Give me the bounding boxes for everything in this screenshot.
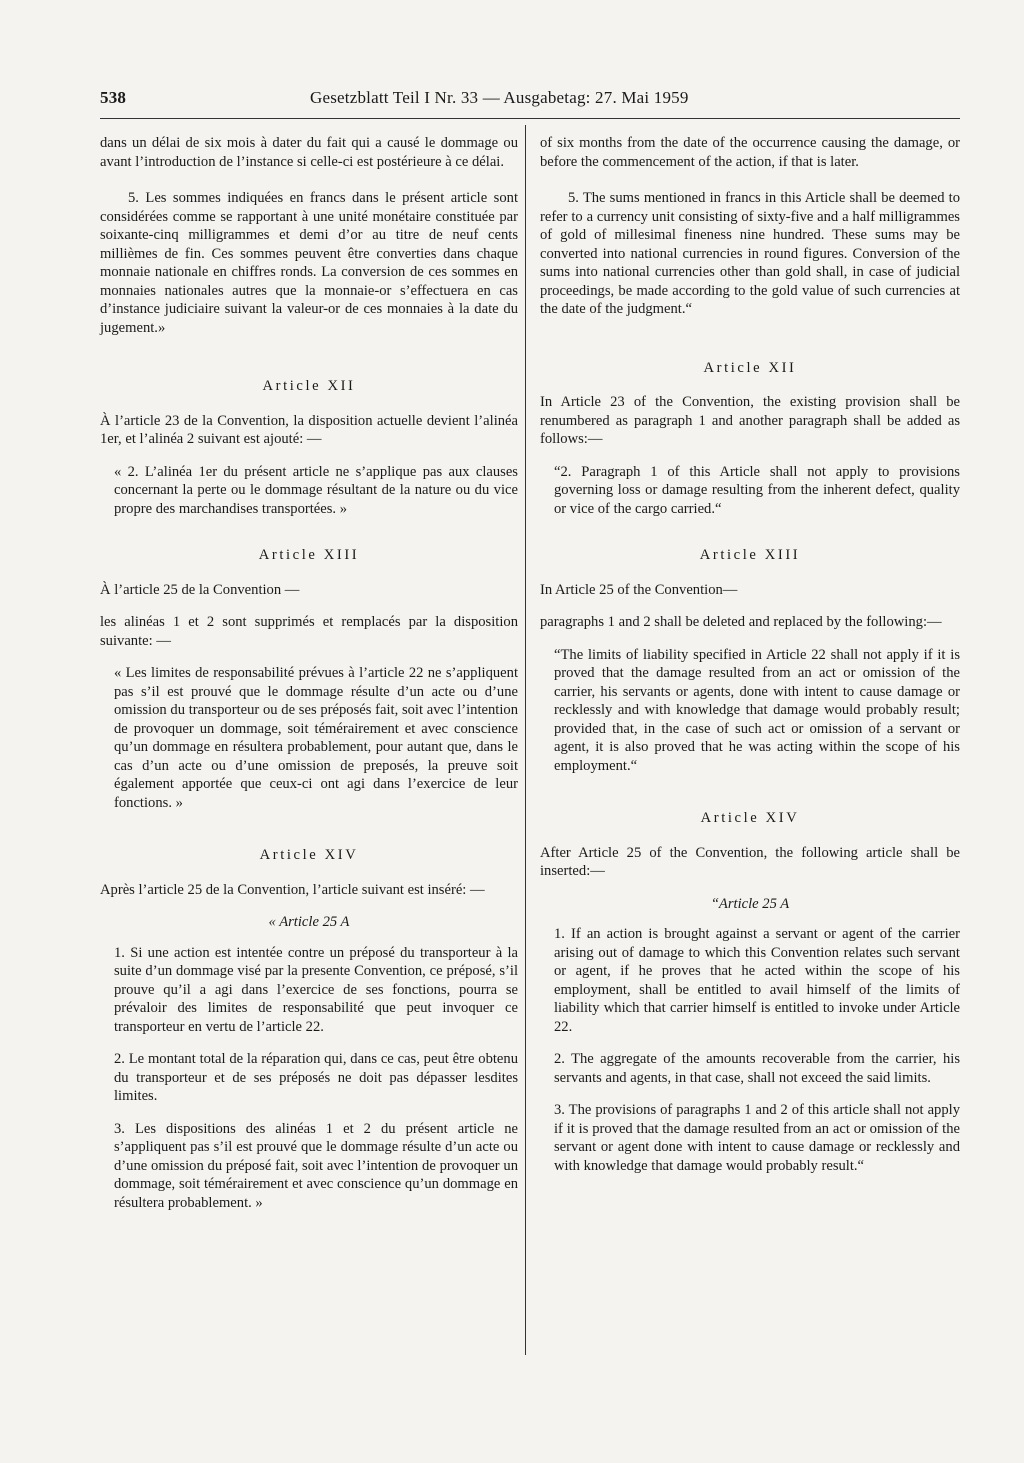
column-divider	[525, 125, 526, 1355]
article-25a-paragraph-1: 1. Si une action est intentée contre un préposé du transporteur à la suite d’un dommage visé par la presente Convention, ce préposé, s’il prouve qu’il a agi dans l’exercice de ses fonctions, pourra se prévaloir des limites de responsabilité que peut invoquer ce transporteur en vertu de l’article 22.	[114, 944, 518, 1035]
english-column	[540, 134, 960, 1189]
article-25a-heading: « Article 25 A	[268, 914, 350, 930]
article-xiii-line: paragraphs 1 and 2 shall be deleted and replaced by the following:—	[540, 614, 942, 630]
article-xii-heading: Article XII	[262, 378, 356, 394]
article-xiii-line: les alinéas 1 et 2 sont supprimés et remplacés par la disposition suivante: —	[100, 614, 518, 649]
article-xii-intro: À l’article 23 de la Convention, la disposition actuelle devient l’alinéa 1er, et l’alinéa 2 suivant est ajouté: —	[100, 412, 518, 447]
french-column	[100, 134, 518, 1226]
paragraph-continuation: of six months from the date of the occurrence causing the damage, or before the commencement of the action, if that is later.	[540, 135, 960, 170]
article-xiii-intro: In Article 25 of the Convention—	[540, 581, 738, 598]
article-xii-quote: “2. Paragraph 1 of this Article shall not apply to provisions governing loss or damage resulting from the inherent defect, quality or vice of the cargo carried.“	[554, 463, 960, 517]
header-rule	[100, 118, 960, 119]
article-25a-heading: “Article 25 A	[710, 895, 790, 912]
article-xii-intro: In Article 23 of the Convention, the existing provision shall be renumbered as paragraph 1 and another paragraph shall be added as follows:—	[540, 394, 960, 447]
article-xiv-heading: Article XIV	[700, 810, 800, 826]
article-25a-paragraph-1: 1. If an action is brought against a servant or agent of the carrier arising out of damage to which this Convention relates such servant or agent, if he proves that he acted within the scope of his employment, shall be entitled to avail himself of the limits of liability which that carrier himself is entitled to invoke under Article 22.	[554, 926, 960, 1035]
article-xiii-intro: À l’article 25 de la Convention —	[100, 581, 300, 598]
article-xiii-heading: Article XIII	[258, 547, 360, 563]
article-25a-paragraph-3: 3. Les dispositions des alinéas 1 et 2 du présent article ne s’appliquent pas s’il est prouvé que le dommage résulte d’un acte ou d’une omission du préposé fait, soit avec l’intention de provoquer un dommage, soit témérairement et avec conscience qu’un dommage en résultera probablement. »	[114, 1120, 518, 1211]
article-25a-paragraph-2: 2. The aggregate of the amounts recoverable from the carrier, his servants and agents, in that case, shall not exceed the said limits.	[554, 1051, 960, 1086]
page-title: Gesetzblatt Teil I Nr. 33 — Ausgabetag: 27. Mai 1959	[310, 88, 689, 107]
page-number: 538	[100, 88, 127, 107]
article-xiv-intro: Après l’article 25 de la Convention, l’article suivant est inséré: —	[100, 881, 485, 898]
article-25a-paragraph-3: 3. The provisions of paragraphs 1 and 2 of this article shall not apply if it is proved that the damage resulted from an act or omission of the servant or agent done with intent to cause damage or recklessly and with knowledge that damage would probably result.“	[554, 1102, 960, 1174]
article-xiii-quote: “The limits of liability specified in Article 22 shall not apply if it is proved that the damage resulted from an act or omission of the carrier, his servants or agents, done with intent to cause damage or recklessly and with knowledge that damage would probably result; provided that, in the case of such act or omission of a servant or agent, it is also proved that he was acting within the scope of his employment.“	[554, 646, 960, 774]
article-xiv-heading: Article XIV	[259, 847, 359, 863]
paragraph-5: 5. Les sommes indiquées en francs dans le présent article sont considérées comme se rapportant à une unité monétaire constituée par soixante-cinq milligrammes et demi d’or au titre de neuf cents millièmes de fin. Ces sommes peuvent être converties dans chaque monnaie nationale en chiffres ronds. La conversion de ces sommes en monnaies nationales autres que la monnaie-or s’effectuera en cas d’instance judiciaire suivant la valeur-or de ces monnaies à la date du jugement.»	[100, 190, 518, 336]
paragraph-continuation: dans un délai de six mois à dater du fait qui a causé le dommage ou avant l’introduction de l’instance si celle-ci est postérieure à ce délai.	[100, 135, 518, 170]
article-25a-paragraph-2: 2. Le montant total de la réparation qui, dans ce cas, peut être obtenu du transporteur et de ses préposés ne doit pas dépasser lesdites limites.	[114, 1051, 518, 1104]
paragraph-5: 5. The sums mentioned in francs in this Article shall be deemed to refer to a currency unit consisting of sixty-five and a half milligrammes of gold of millesimal fineness nine hundred. These sums may be converted into national currencies in round figures. Conversion of the sums into national currencies other than gold shall, in case of judicial proceedings, be made according to the gold value of such currencies at the date of the judgment.“	[540, 190, 960, 317]
article-xii-heading: Article XII	[703, 359, 797, 376]
article-xii-quote: « 2. L’alinéa 1er du présent article ne s’applique pas aux clauses concernant la perte ou le dommage résultant de la nature ou du vice propre des marchandises transportées. »	[114, 463, 518, 517]
article-xiii-heading: Article XIII	[699, 547, 801, 563]
article-xiii-quote: « Les limites de responsabilité prévues à l’article 22 ne s’appliquent pas s’il est prouvé que le dommage résulte d’un acte ou d’une omission du transporteur ou de ses préposés fait, soit avec l’intention de provoquer un dommage, soit témérairement et avec conscience qu’un dommage en résultera probablement, pour autant que, dans le cas d’un acte ou d’une omission de preposés, la preuve soit également apportée que ceux-ci ont agi dans l’exercice de leur fonctions. »	[114, 665, 518, 811]
article-xiv-intro: After Article 25 of the Convention, the following article shall be inserted:—	[540, 844, 960, 879]
